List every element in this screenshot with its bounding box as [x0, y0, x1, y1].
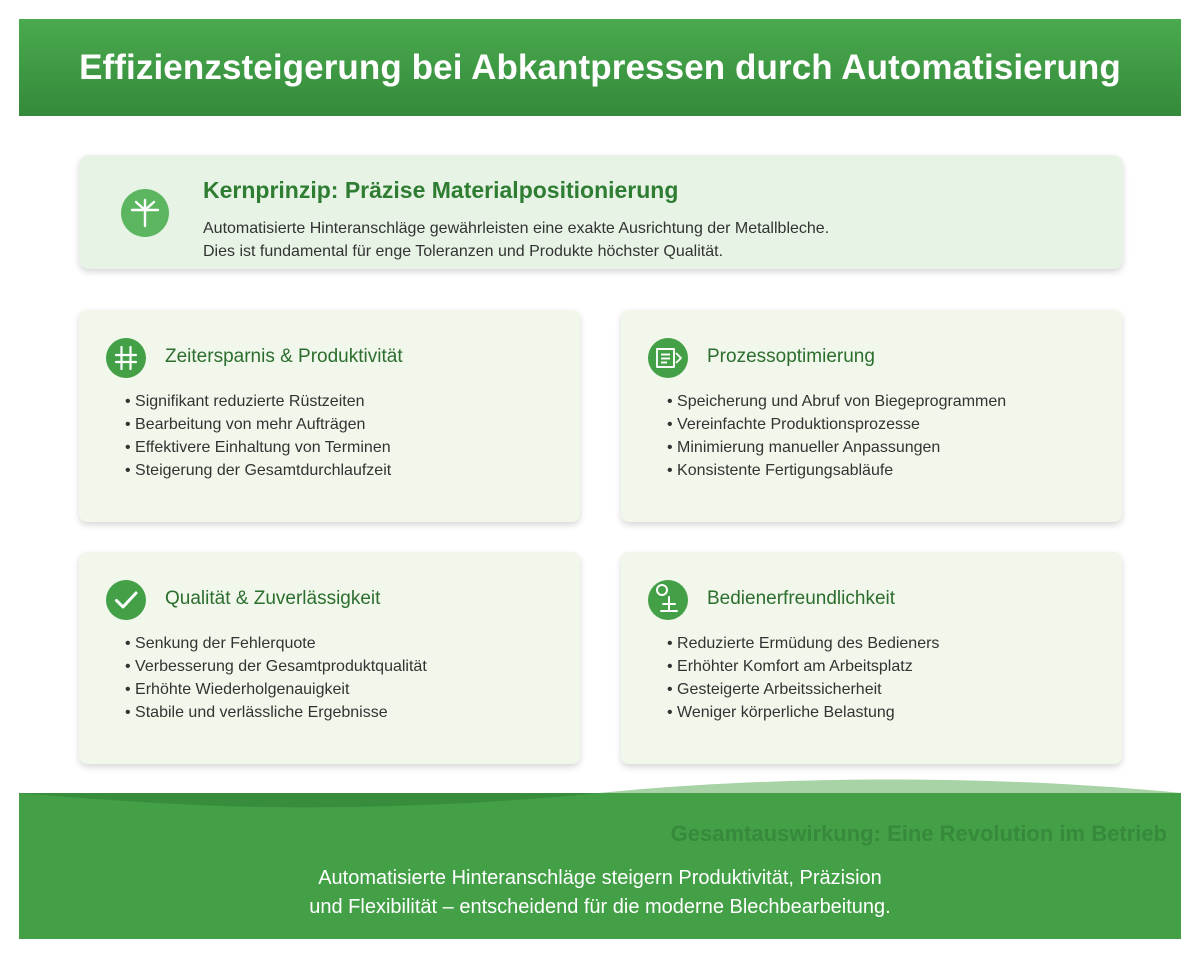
- list-item: • Steigerung der Gesamtdurchlaufzeit: [125, 459, 391, 482]
- card-productivity: [79, 310, 580, 522]
- list-item: • Vereinfachte Produktionsprozesse: [667, 413, 1006, 436]
- list-item: • Gesteigerte Arbeitssicherheit: [667, 678, 939, 701]
- core-principle-title: Kernprinzip: Präzise Materialpositionierung: [203, 177, 679, 203]
- list-item: • Stabile und verlässliche Ergebnisse: [125, 701, 427, 724]
- card-bullet-list: [667, 390, 1006, 482]
- list-item: • Erhöhte Wiederholgenauigkeit: [125, 678, 427, 701]
- card-title: Zeitersparnis & Produktivität: [165, 346, 403, 367]
- summary-text: [19, 864, 1181, 922]
- core-principle-line: Dies ist fundamental für enge Toleranzen und Produkte höchster Qualität.: [203, 243, 724, 260]
- list-item: • Weniger körperliche Belastung: [667, 701, 939, 724]
- core-principle-line: Automatisierte Hinteranschläge gewährleisten eine exakte Ausrichtung der Metallbleche.: [203, 220, 830, 237]
- list-item: • Erhöhter Komfort am Arbeitsplatz: [667, 655, 939, 678]
- card-bullet-list: [125, 390, 391, 482]
- card-quality: [79, 552, 580, 764]
- page-title: Effizienzsteigerung bei Abkantpressen durch Automatisierung: [79, 47, 1121, 87]
- summary-line: und Flexibilität – entscheidend für die moderne Blechbearbeitung.: [309, 896, 891, 918]
- list-item: • Senkung der Fehlerquote: [125, 632, 427, 655]
- card-usability: [621, 552, 1122, 764]
- list-item: • Bearbeitung von mehr Aufträgen: [125, 413, 391, 436]
- checkmark-icon: [106, 580, 146, 620]
- list-item: • Speicherung und Abruf von Biegeprogrammen: [667, 390, 1006, 413]
- list-item: • Minimierung manueller Anpassungen: [667, 436, 1006, 459]
- list-item: • Reduzierte Ermüdung des Bedieners: [667, 632, 939, 655]
- process-icon: [648, 338, 688, 378]
- card-bullet-list: [667, 632, 939, 724]
- core-principle-text: [203, 217, 829, 263]
- card-title: Qualität & Zuverlässigkeit: [165, 588, 381, 609]
- asterisk-icon: [121, 189, 169, 237]
- page-header: [19, 19, 1181, 116]
- summary-line: Automatisierte Hinteranschläge steigern Produktivität, Präzision: [318, 867, 882, 889]
- summary-panel: [19, 778, 1181, 939]
- core-principle-card: [79, 155, 1123, 269]
- list-item: • Signifikant reduzierte Rüstzeiten: [125, 390, 391, 413]
- summary-title: Gesamtauswirkung: Eine Revolution im Betrieb: [670, 821, 1167, 846]
- list-item: • Effektivere Einhaltung von Terminen: [125, 436, 391, 459]
- card-title: Bedienerfreundlichkeit: [707, 588, 896, 609]
- card-bullet-list: [125, 632, 427, 724]
- card-process-optimization: [621, 310, 1122, 522]
- list-item: • Konsistente Fertigungsabläufe: [667, 459, 1006, 482]
- operator-icon: [648, 580, 688, 620]
- production-icon: [106, 338, 146, 378]
- card-title: Prozessoptimierung: [707, 346, 875, 367]
- list-item: • Verbesserung der Gesamtproduktqualität: [125, 655, 427, 678]
